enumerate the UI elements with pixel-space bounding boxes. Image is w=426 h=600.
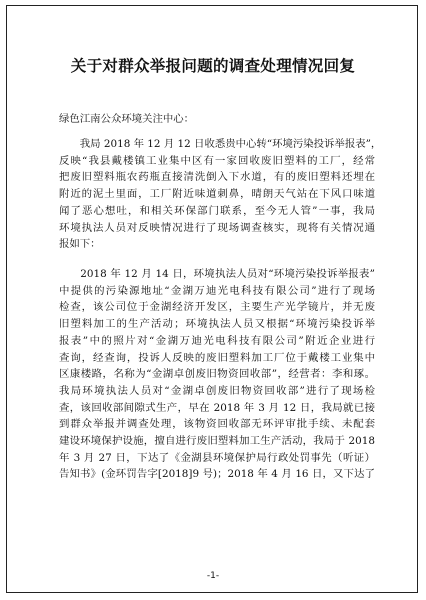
paragraph-1 [59, 136, 382, 253]
text-line: 建设环境保护设施，擅自进行废旧塑料加工生产活动，我局于 2018 [59, 435, 375, 448]
text-line: 我局环境执法人员对“金湖卓创废旧物资回收部”进行了现场检 [59, 384, 375, 397]
paragraph-2 [59, 266, 375, 483]
text-line: 查，该回收部间隙式生产，早在 2018 年 3 月 12 日，我局就已接 [59, 401, 375, 414]
text-line: 查询，经查询，投诉人反映的废旧塑料加工厂位于戴楼工业集中 [59, 351, 375, 364]
text-line: 报表”中的照片对“金湖万迪光电科技有限公司”附近企业进行 [59, 334, 375, 347]
text-line: 年 3 月 27 日，下达了《金湖县环境保护局行政处罚事先（听证） [59, 451, 375, 464]
greeting-line: 绿色江南公众环境关注中心： [59, 113, 195, 125]
text-line: 环境执法人员对反映情况进行了现场调查核实，现将有关情况通 [59, 221, 375, 234]
text-line: 反映“我县戴楼镇工业集中区有一家回收废旧塑料的工厂，经常 [59, 154, 375, 167]
page-number: -1- [206, 571, 220, 581]
text-line: 到群众举报并调查处理，该物资回收部无环评审批手续、未配套 [59, 418, 375, 431]
text-line: 2018 年 12 月 14 日，环境执法人员对“环境污染投诉举报表” [59, 268, 375, 280]
text-line: 附近的泥土里面，工厂附近味道刺鼻，晴朗天气站在下风口味道 [59, 188, 375, 201]
text-line: 区康楼路，名称为“金湖卓创废旧物资回收部”，经营者：李和琢。 [59, 368, 375, 381]
text-line: 告知书》(金环罚告字[2018]9 号)；2018 年 4 月 16 日，又下达了 [59, 468, 375, 481]
text-line: 我局 2018 年 12 月 12 日收悉贵中心转“环境污染投诉举报表”， [59, 138, 382, 150]
text-line: 中提供的污染源地址“金湖万迪光电科技有限公司”进行了现场 [59, 284, 375, 297]
text-line: 闻了恶心想吐，和相关环保部门联系，至今无人管”一事，我局 [59, 204, 375, 217]
text-line: 检查，该公司位于金湖经济开发区，主要生产光学镜片，并无废 [59, 301, 375, 314]
document-title: 关于对群众举报问题的调查处理情况回复 [70, 57, 356, 75]
text-line: 报如下： [59, 238, 101, 251]
text-line: 旧塑料加工的生产活动；环境执法人员又根据“环境污染投诉举 [59, 318, 375, 331]
text-line: 把废旧塑料瓶农药瓶直接清洗倒入下水道，有的废旧塑料还埋在 [59, 171, 375, 184]
